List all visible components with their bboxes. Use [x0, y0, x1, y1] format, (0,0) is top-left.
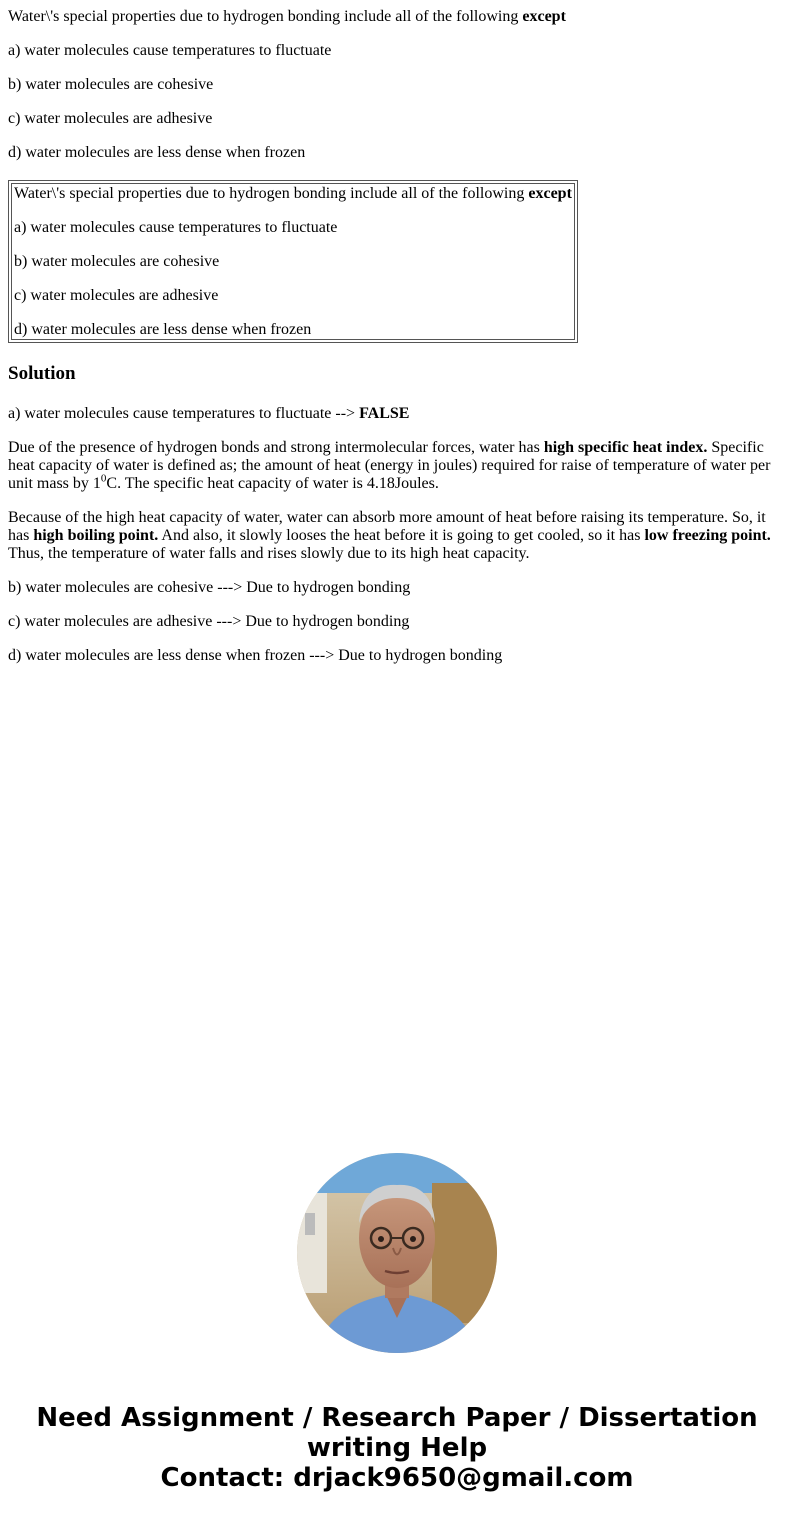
table-option-d: d) water molecules are less dense when frozen — [14, 321, 312, 338]
solution-heading: Solution — [8, 363, 76, 384]
table-option-a: a) water molecules cause temperatures to fluctuate — [14, 219, 338, 236]
table-option-b: b) water molecules are cohesive — [14, 253, 220, 270]
banner-contact-line: Contact: drjack9650@gmail.com — [160, 1463, 634, 1493]
option-d: d) water molecules are less dense when frozen — [8, 144, 306, 161]
solution-body — [8, 405, 786, 665]
question-stem: Water\'s special properties due to hydrogen bonding include all of the following except — [8, 8, 566, 25]
solution-paragraph-2: Because of the high heat capacity of water, water can absorb more amount of heat before raising its temperature. So, it has high boiling point. And also, it slowly looses the heat before it is going to get cooled, so it has low freezing point. Thus, the temperature of water falls and rises slowly due to its high heat capacity. — [8, 509, 771, 562]
banner-line-1: Need Assignment / Research Paper / Dissertation — [36, 1403, 758, 1433]
question-table — [8, 180, 578, 343]
option-b: b) water molecules are cohesive — [8, 76, 214, 93]
solution-d: d) water molecules are less dense when frozen ---> Due to hydrogen bonding — [8, 647, 503, 664]
table-option-c: c) water molecules are adhesive — [14, 287, 219, 304]
solution-paragraph-1: Due of the presence of hydrogen bonds and strong intermolecular forces, water has high specific heat index. Specific heat capacity of water is defined as; the amount of heat (energy in joules) required for raise of temperature of water per unit mass by $1^0C$. The specific heat capacity of water is 4.18Joules. — [8, 439, 771, 492]
solution-b: b) water molecules are cohesive ---> Due to hydrogen bonding — [8, 579, 411, 596]
page-content — [8, 0, 786, 681]
table-question-stem: Water\'s special properties due to hydrogen bonding include all of the following except — [14, 185, 572, 202]
option-a: a) water molecules cause temperatures to fluctuate — [8, 42, 332, 59]
solution-c: c) water molecules are adhesive ---> Due to hydrogen bonding — [8, 613, 410, 630]
option-c: c) water molecules are adhesive — [8, 110, 213, 127]
question-block — [8, 0, 786, 162]
contact-banner — [0, 1403, 794, 1493]
solution-a: a) water molecules cause temperatures to fluctuate --> FALSE — [8, 405, 410, 422]
author-photo-image — [297, 1153, 497, 1353]
banner-line-2: writing Help — [306, 1433, 488, 1463]
question-table-cell — [11, 183, 575, 340]
author-avatar — [297, 1153, 497, 1353]
